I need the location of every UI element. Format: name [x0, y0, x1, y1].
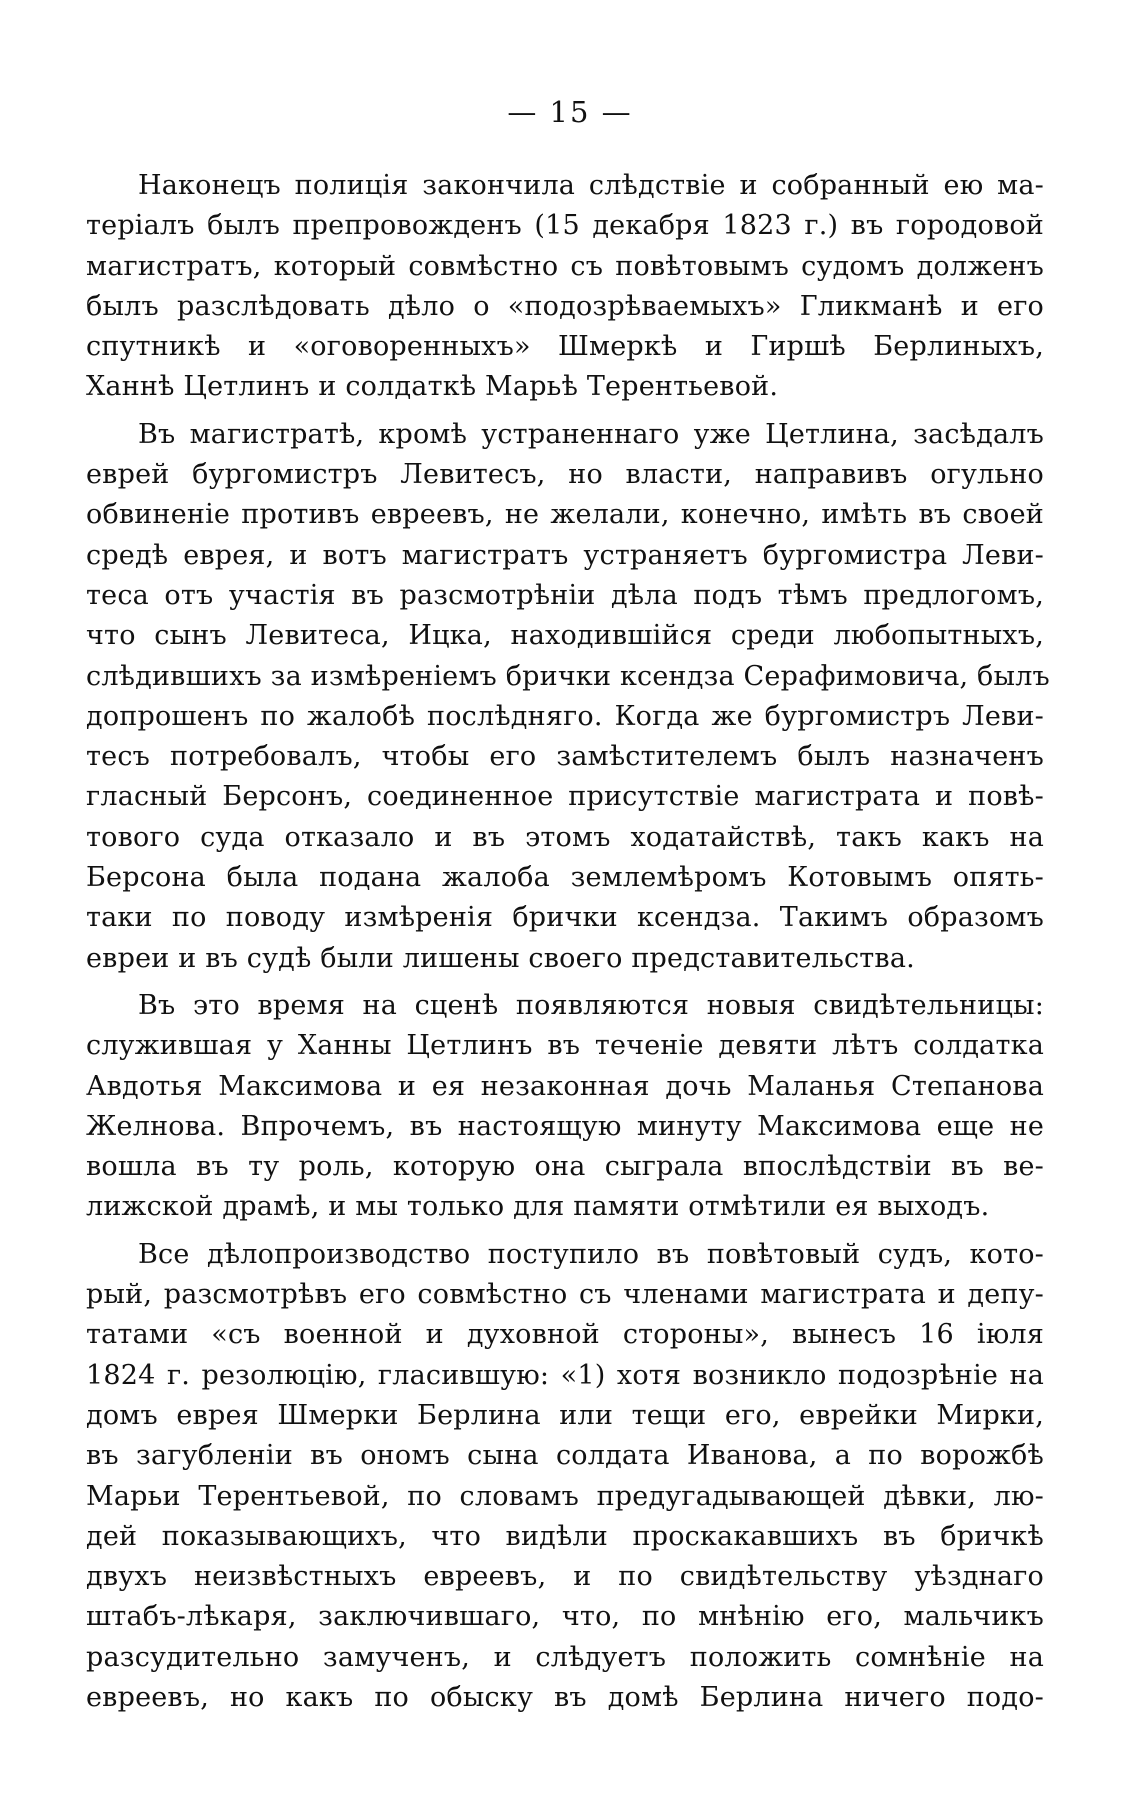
text-line: Въ магистратѣ, кромѣ устраненнаго уже Цетлина, засѣдалъ — [138, 418, 1044, 450]
text-line: вошла въ ту роль, которую она сыграла впослѣдствіи въ ве- — [86, 1151, 1044, 1183]
text-line: гласный Берсонъ, соединенное присутствіе магистрата и повѣ- — [86, 781, 1044, 813]
text-line: средѣ еврея, и вотъ магистратъ устраняетъ бургомистра Леви- — [86, 539, 1044, 571]
text-line: магистратъ, который совмѣстно съ повѣтовымъ судомъ долженъ — [86, 250, 1044, 282]
paragraph — [86, 415, 1050, 979]
text-line: Желнова. Впрочемъ, въ настоящую минуту Максимова еще не — [86, 1110, 1044, 1142]
text-line: рый, разсмотрѣвъ его совмѣстно съ членами магистрата и депу- — [86, 1279, 1044, 1311]
text-line: еврей бургомистръ Левитесъ, но власти, направивъ огульно — [86, 459, 1044, 491]
text-line: татами «съ военной и духовной стороны», вынесъ 16 іюля — [86, 1319, 1044, 1351]
text-line: Наконецъ полиція закончила слѣдствіе и собранный ею ма- — [138, 170, 1044, 201]
text-line: слѣдившихъ за измѣреніемъ брички ксендза Серафимовича, былъ — [86, 660, 1050, 692]
paragraph — [86, 166, 1044, 408]
text-line: таки по поводу измѣренія брички ксендза. Такимъ образомъ — [86, 902, 1044, 934]
text-line: допрошенъ по жалобѣ послѣдняго. Когда же бургомистръ Леви- — [86, 700, 1044, 732]
paragraph — [86, 1235, 1044, 1719]
text-line: служившая у Ханны Цетлинъ въ теченіе девяти лѣтъ солдатка — [86, 1030, 1044, 1062]
text-line: теріалъ былъ препровожденъ (15 декабря 1823 г.) въ городовой — [86, 210, 1044, 242]
text-line: теса отъ участія въ разсмотрѣніи дѣла подъ тѣмъ предлогомъ, — [86, 579, 1044, 611]
text-line: Берсона была подана жалоба землемѣромъ Котовымъ опять- — [86, 862, 1044, 894]
page-number: — 15 — — [507, 95, 633, 129]
text-line: дей показывающихъ, что видѣли проскакавшихъ въ бричкѣ — [86, 1520, 1044, 1552]
text-line: спутникѣ и «оговоренныхъ» Шмеркѣ и Гиршѣ Берлиныхъ, — [86, 331, 1044, 363]
text-line: 1824 г. резолюцію, гласившую: «1) хотя возникло подозрѣніе на — [86, 1359, 1044, 1391]
text-line: обвиненіе противъ евреевъ, не желали, конечно, имѣть въ своей — [86, 499, 1044, 531]
text-line: штабъ-лѣкаря, заключившаго, что, по мнѣнію его, мальчикъ — [86, 1601, 1044, 1633]
text-line: въ загубленіи въ ономъ сына солдата Иванова, а по ворожбѣ — [86, 1440, 1044, 1472]
text-line: домъ еврея Шмерки Берлина или тещи его, еврейки Мирки, — [86, 1399, 1044, 1431]
text-body — [86, 166, 1050, 1725]
text-line: тового суда отказало и въ этомъ ходатайствѣ, такъ какъ на — [86, 821, 1044, 853]
text-line: Все дѣлопроизводство поступило въ повѣтовый судъ, кото- — [138, 1238, 1044, 1270]
text-line: Ханнѣ Цетлинъ и солдаткѣ Марьѣ Терентьевой. — [86, 371, 779, 403]
paragraph — [86, 986, 1044, 1228]
text-line: что сынъ Левитеса, Ицка, находившійся среди любопытныхъ, — [86, 620, 1044, 652]
text-line: Въ это время на сценѣ появляются новыя свидѣтельницы: — [138, 989, 1044, 1021]
text-line: двухъ неизвѣстныхъ евреевъ, и по свидѣтельству уѣзднаго — [86, 1561, 1044, 1593]
text-line: разсудительно замученъ, и слѣдуетъ положить сомнѣніе на — [86, 1641, 1044, 1673]
text-line: тесъ потребовалъ, чтобы его замѣстителемъ былъ назначенъ — [86, 741, 1044, 773]
text-line: Авдотья Максимова и ея незаконная дочь Маланья Степанова — [86, 1070, 1044, 1102]
text-line: евреи и въ судѣ были лишены своего представительства. — [86, 942, 915, 974]
text-line: лижской драмѣ, и мы только для памяти отмѣтили ея выходъ. — [86, 1191, 990, 1223]
text-line: Марьи Терентьевой, по словамъ предугадывающей дѣвки, лю- — [86, 1480, 1044, 1512]
text-line: былъ разслѣдовать дѣло о «подозрѣваемыхъ» Гликманѣ и его — [86, 290, 1044, 322]
text-line: евреевъ, но какъ по обыску въ домѣ Берлина ничего подо- — [86, 1681, 1044, 1713]
